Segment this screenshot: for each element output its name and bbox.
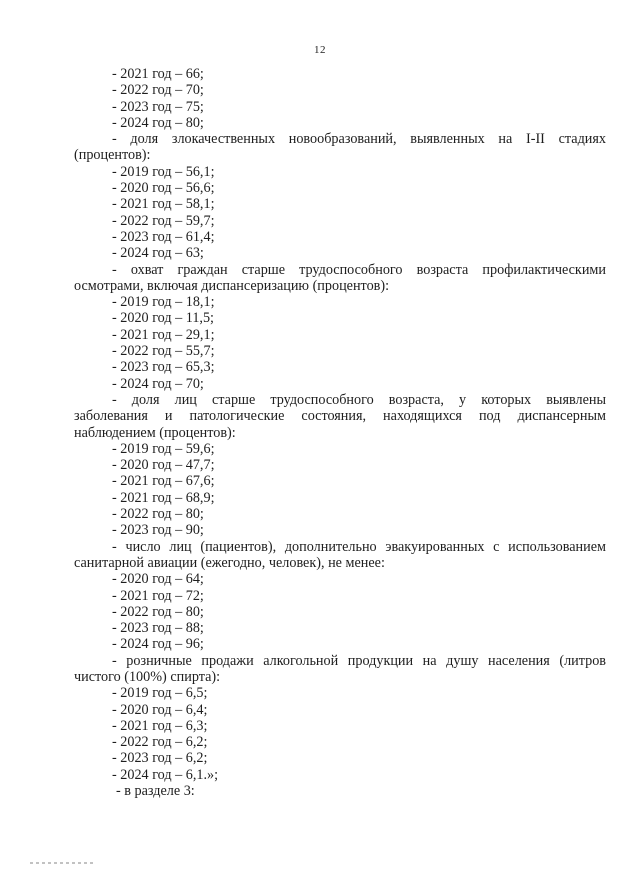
list-item: - 2021 год – 29,1; [112, 326, 215, 343]
list-item: - 2020 год – 6,4; [112, 701, 208, 718]
list-item: - 2021 год – 66; [112, 66, 204, 82]
list-item: - 2022 год – 59,7; [112, 212, 215, 229]
paragraph-line: осмотрами, включая диспансеризацию (процентов): [74, 277, 390, 294]
paragraph-line: чистого (100%) спирта): [74, 668, 221, 685]
list-item: - 2023 год – 90; [112, 522, 204, 539]
list-item: - 2020 год – 64; [112, 571, 204, 588]
paragraph-line: заболевания и патологические состояния, находящихся под диспансерным [74, 408, 606, 425]
list-item: - 2024 год – 63; [112, 245, 204, 262]
list-item: - 2024 год – 6,1.»; [112, 766, 219, 783]
list-item: - 2023 год – 61,4; [112, 228, 215, 245]
list-item: - 2023 год – 88; [112, 620, 204, 637]
paragraph-line: (процентов): [74, 147, 151, 164]
list-item: - 2019 год – 6,5; [112, 685, 208, 702]
list-item: - 2020 год – 11,5; [112, 310, 214, 327]
list-item: - 2024 год – 96; [112, 636, 204, 653]
paragraph-line: - охват граждан старше трудоспособного возраста профилактическими [112, 261, 606, 278]
section-reference: - в разделе 3: [116, 783, 195, 800]
page-number: 12 [314, 44, 326, 56]
list-item: - 2021 год – 72; [112, 587, 204, 604]
paragraph-line: - доля злокачественных новообразований, выявленных на I-II стадиях [112, 131, 606, 148]
paragraph-line: - число лиц (пациентов), дополнительно эвакуированных с использованием [112, 538, 606, 555]
list-item: - 2020 год – 56,6; [112, 180, 215, 197]
list-item: - 2022 год – 55,7; [112, 343, 215, 360]
list-item: - 2022 год – 70; [112, 82, 204, 99]
list-item: - 2021 год – 6,3; [112, 717, 208, 734]
list-item: - 2022 год – 80; [112, 603, 204, 620]
list-item: - 2021 год – 67,6; [112, 473, 215, 490]
scan-artifact [30, 862, 94, 864]
paragraph-line: наблюдением (процентов): [74, 424, 236, 441]
list-item: - 2023 год – 75; [112, 98, 204, 115]
list-item: - 2020 год – 47,7; [112, 457, 215, 474]
list-item: - 2019 год – 59,6; [112, 440, 215, 457]
paragraph-line: санитарной авиации (ежегодно, человек), не менее: [74, 554, 385, 571]
list-item: - 2024 год – 80; [112, 114, 204, 131]
list-item: - 2019 год – 56,1; [112, 163, 215, 180]
document-body [74, 66, 606, 799]
list-item: - 2022 год – 80; [112, 506, 204, 523]
list-item: - 2023 год – 6,2; [112, 750, 208, 767]
list-item: - 2021 год – 58,1; [112, 196, 215, 213]
paragraph-line: - розничные продажи алкогольной продукции на душу населения (литров [112, 652, 606, 669]
paragraph-line: - доля лиц старше трудоспособного возраста, у которых выявлены [112, 391, 606, 408]
list-item: - 2021 год – 68,9; [112, 489, 215, 506]
list-item: - 2023 год – 65,3; [112, 359, 215, 376]
list-item: - 2024 год – 70; [112, 375, 204, 392]
list-item: - 2022 год – 6,2; [112, 734, 208, 751]
list-item: - 2019 год – 18,1; [112, 294, 215, 311]
